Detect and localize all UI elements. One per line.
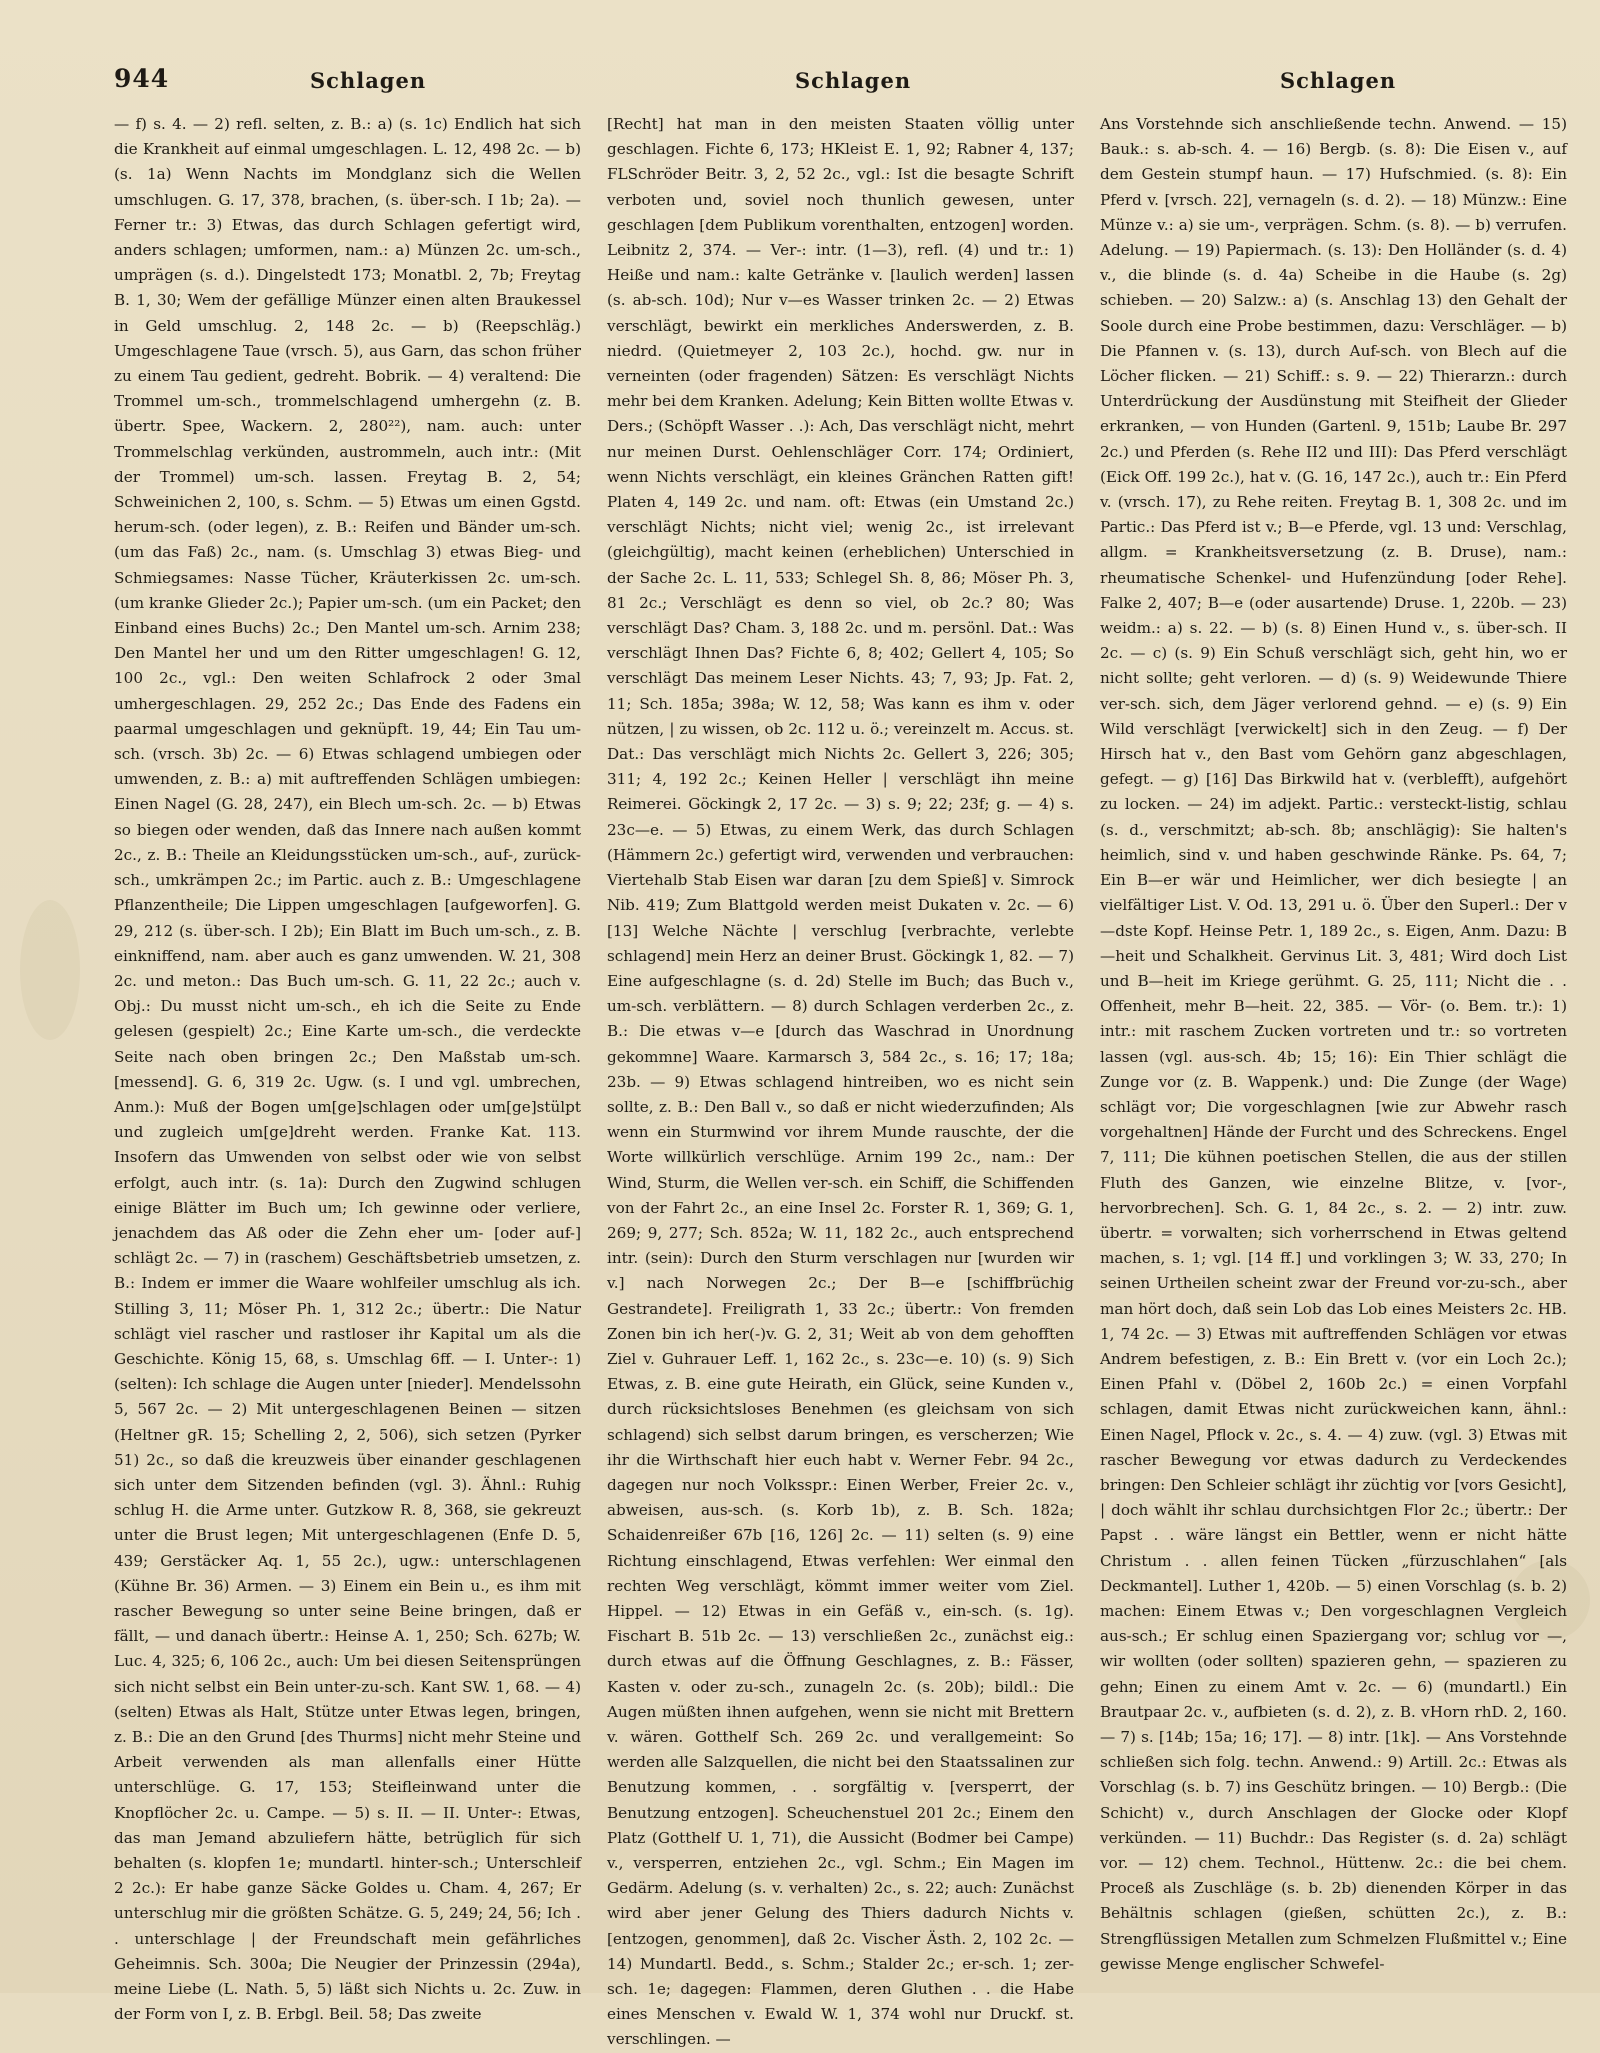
column-text: — f) s. 4. — 2) refl. selten, z. B.: a) (s. 1c) Endlich hat sich die Krankheit auf einmal umgeschlagen. L. 12, 498 2c. — b) (s. 1a) Wenn Nachts im Mondglanz sich die Wellen umschlugen. G. 17, 378, brachen, (s. über-sch. I 1b; 2a). — Ferner tr.: 3) Etwas, das durch Schlagen gefertigt wird, anders schlagen; umformen, nam.: a) Münzen 2c. um-sch., umprägen (s. d.). Dingelstedt 173; Monatbl. 2, 7b; Freytag B. 1, 30; Wem der gefällige Münzer einen alten Braukessel in Geld umschlug. 2, 148 2c. — b) (Reepschläg.) Umgeschlagene Taue (vrsch. 5), aus Garn, das schon früher zu einem Tau gedient, gedreht. Bobrik. — 4) veraltend: Die Trommel um-sch., trommelschlagend umhergehn (z. B. übertr. Spee, Wackern. 2, 280²²), nam. auch: unter Trommelschlag verkünden, austrommeln, auch intr.: (Mit der Trommel) um-sch. lassen. Freytag B. 2, 54; Schweinichen 2, 100, s. Schm. — 5) Etwas um einen Ggstd. herum-sch. (oder legen), z. B.: Reifen und Bänder um-sch. (um das Faß) 2c., nam. (s. Umschlag 3) etwas Bieg- und Schmiegsames: Nasse Tücher, Kräuterkissen 2c. um-sch. (um kranke Glieder 2c.); Papier um-sch. (um ein Packet; den Einband eines Buchs) 2c.; Den Mantel um-sch. Arnim 238; Den Mantel her und um den Ritter umgeschlagen! G. 12, 100 2c., vgl.: Den weiten Schlafrock 2 oder 3mal umhergeschlagen. 29, 252 2c.; Das Ende des Fadens ein paarmal umgeschlagen und geknüpft. 19, 44; Ein Tau um-sch. (vrsch. 3b) 2c. — 6) Etwas schlagend umbiegen oder umwenden, z. B.: a) mit auftreffenden Schlägen umbiegen: Einen Nagel (G. 28, 247), ein Blech um-sch. 2c. — b) Etwas so biegen oder wenden, daß das Innere nach außen kommt 2c., z. B.: Theile an Kleidungsstücken um-sch., auf-, zurück-sch., umkrämpen 2c.; im Partic. auch z. B.: Umgeschlagene Pflanzentheile; Die Lippen umgeschlagen [aufgeworfen]. G. 29, 212 (s. über-sch. I 2b); Ein Blatt im Buch um-sch., z. B. einkniffend, nam. aber auch es ganz umwenden. W. 21, 308 2c. und meton.: Das Buch um-sch. G. 11, 22 2c.; auch v. Obj.: Du musst nicht um-sch., eh ich die Seite zu Ende gelesen (gespielt) 2c.; Eine Karte um-sch., die verdeckte Seite nach oben bringen 2c.; Den Maßstab um-sch. [messend]. G. 6, 319 2c. Ugw. (s. I und vgl. umbrechen, Anm.): Muß der Bogen um[ge]schlagen oder um[ge]stülpt und zugleich um[ge]dreht werden. Franke Kat. 113. Insofern das Umwenden von selbst oder wie von selbst erfolgt, auch intr. (s. 1a): Durch den Zugwind schlugen einige Blätter im Buch um; Ich gewinne oder verliere, jenachdem das Aß oder die Zehn eher um- [oder auf-] schlägt 2c. — 7) in (raschem) Geschäftsbetrieb umsetzen, z. B.: Indem er immer die Waare wohlfeiler umschlug als ich. Stilling 3, 11; Möser Ph. 1, 312 2c.; übertr.: Die Natur schlägt viel rascher und rastloser ihr Kapital um als die Geschichte. König 15, 68, s. Umschlag 6ff. — I. Unter-: 1) (selten): Ich schlage die Augen unter [nieder]. Mendelssohn 5, 567 2c. — 2) Mit untergeschlagenen Beinen — sitzen (Heltner gR. 15; Schelling 2, 2, 506), sich setzen (Pyrker 51) 2c., so daß die kreuzweis über einander geschlagenen sich unter dem Sitzenden befinden (vgl. 3). Ähnl.: Ruhig schlug H. die Arme unter. Gutzkow R. 8, 368, sie gekreuzt unter die Brust legen; Mit untergeschlagenen (Enfe D. 5, 439; Gerstäcker Aq. 1, 55 2c.), ugw.: unterschlagenen (Kühne Br. 36) Armen. — 3) Einem ein Bein u., es ihm mit rascher Bewegung so unter seine Beine bringen, daß er fällt, — und danach übertr.: Heinse A. 1, 250; Sch. 627b; W. Luc. 4, 325; 6, 106 2c., auch: Um bei diesen Seitensprüngen sich nicht selbst ein Bein unter-zu-sch. Kant SW. 1, 68. — 4) (selten) Etwas als Halt, Stütze unter Etwas legen, bringen, z. B.: Die an den Grund [des Thurms] nicht mehr Steine und Arbeit verwenden als man allenfalls einer Hütte unterschlüge. G. 17, 153; Steifleinwand unter die Knopflöcher 2c. u. Campe. — 5) s. II. — II. Unter-: Etwas, das man Jemand abzuliefern hätte, betrüglich für sich behalten (s. klopfen 1e; mundartl. hinter-sch.; Unterschleif 2 2c.): Er habe ganze Säcke Goldes u. Cham. 4, 267; Er unterschlug mir die größten Schätze. G. 5, 249; 24, 56; Ich . . unterschlage | der Freundschaft mein gefährliches Geheimnis. Sch. 300a; Die Neugier der Prinzessin (294a), meine Liebe (L. Nath. 5, 5) läßt sich Nichts u. 2c. Zuw. in der Form von I, z. B. Erbgl. Beil. 58; Das zweite xyxy=(114,115,581,2024)
paper-stain xyxy=(20,900,80,1040)
column-right xyxy=(1100,112,1567,2053)
column-middle xyxy=(607,112,1074,2053)
page-header xyxy=(110,60,1590,100)
column-text: [Recht] hat man in den meisten Staaten völlig unter geschlagen. Fichte 6, 173; HKleist E. 1, 92; Rabner 4, 137; FLSchröder Beitr. 3, 2, 52 2c., vgl.: Ist die besagte Schrift verboten und, soviel noch thunlich gewesen, unter geschlagen [dem Publikum vorenthalten, entzogen] worden. Leibnitz 2, 374. — Ver-: intr. (1—3), refl. (4) und tr.: 1) Heiße und nam.: kalte Getränke v. [laulich werden] lassen (s. ab-sch. 10d); Nur v—es Wasser trinken 2c. — 2) Etwas verschlägt, bewirkt ein merkliches Anderswerden, z. B. niedrd. (Quietmeyer 2, 103 2c.), hochd. gw. nur in verneinten (oder fragenden) Sätzen: Es verschlägt Nichts mehr bei dem Kranken. Adelung; Kein Bitten wollte Etwas v. Ders.; (Schöpft Wasser . .): Ach, Das verschlägt nicht, mehrt nur meinen Durst. Oehlenschläger Corr. 174; Ordiniert, wenn Nichts verschlägt, ein kleines Gränchen Ratten gift! Platen 4, 149 2c. und nam. oft: Etwas (ein Umstand 2c.) verschlägt Nichts; nicht viel; wenig 2c., ist irrelevant (gleichgültig), macht keinen (erheblichen) Unterschied in der Sache 2c. L. 11, 533; Schlegel Sh. 8, 86; Möser Ph. 3, 81 2c.; Verschlägt es denn so viel, ob 2c.? 80; Was verschlägt Das? Cham. 3, 188 2c. und m. persönl. Dat.: Was verschlägt Ihnen Das? Fichte 6, 8; 402; Gellert 4, 105; So verschlägt Das meinem Leser Nichts. 43; 7, 93; Jp. Fat. 2, 11; Sch. 185a; 398a; W. 12, 58; Was kann es ihm v. oder nützen, | zu wissen, ob 2c. 112 u. ö.; vereinzelt m. Accus. st. Dat.: Das verschlägt mich Nichts 2c. Gellert 3, 226; 305; 311; 4, 192 2c.; Keinen Heller | verschlägt ihn meine Reimerei. Göckingk 2, 17 2c. — 3) s. 9; 22; 23f; g. — 4) s. 23c—e. — 5) Etwas, zu einem Werk, das durch Schlagen (Hämmern 2c.) gefertigt wird, verwenden und verbrauchen: Viertehalb Stab Eisen war daran [zu dem Spieß] v. Simrock Nib. 419; Zum Blattgold werden meist Dukaten v. 2c. — 6) [13] Welche Nächte | verschlug [verbrachte, verlebte schlagend] mein Herz an deiner Brust. Göckingk 1, 82. — 7) Eine aufgeschlagne (s. d. 2d) Stelle im Buch; das Buch v., um-sch. verblättern. — 8) durch Schlagen verderben 2c., z. B.: Die etwas v—e [durch das Waschrad in Unordnung gekommne] Waare. Karmarsch 3, 584 2c., s. 16; 17; 18a; 23b. — 9) Etwas schlagend hintreiben, wo es nicht sein sollte, z. B.: Den Ball v., so daß er nicht wiederzufinden; Als wenn ein Sturmwind vor ihrem Munde rauschte, der die Worte willkürlich verschlüge. Arnim 199 2c., nam.: Der Wind, Sturm, die Wellen ver-sch. ein Schiff, die Schiffenden von der Fahrt 2c., an eine Insel 2c. Forster R. 1, 369; G. 1, 269; 9, 277; Sch. 852a; W. 11, 182 2c., auch entsprechend intr. (sein): Durch den Sturm verschlagen nur [wurden wir v.] nach Norwegen 2c.; Der B—e [schiffbrüchig Gestrandete]. Freiligrath 1, 33 2c.; übertr.: Von fremden Zonen bin ich her(-)v. G. 2, 31; Weit ab von dem gehofften Ziel v. Guhrauer Leff. 1, 162 2c., s. 23c—e. 10) (s. 9) Sich Etwas, z. B. eine gute Heirath, ein Glück, seine Kunden v., durch rücksichtsloses Benehmen (es gleichsam von sich schlagend) sich selbst darum bringen, es verscherzen; Wie ihr die Wirthschaft hier euch habt v. Werner Febr. 94 2c., dagegen nur noch Volksspr.: Einen Werber, Freier 2c. v., abweisen, aus-sch. (s. Korb 1b), z. B. Sch. 182a; Schaidenreißer 67b [16, 126] 2c. — 11) selten (s. 9) eine Richtung einschlagend, Etwas verfehlen: Wer einmal den rechten Weg verschlägt, kömmt immer weiter vom Ziel. Hippel. — 12) Etwas in ein Gefäß v., ein-sch. (s. 1g). Fischart B. 51b 2c. — 13) verschließen 2c., zunächst eig.: durch etwas auf die Öffnung Geschlagnes, z. B.: Fässer, Kasten v. oder zu-sch., zunageln 2c. (s. 20b); bildl.: Die Augen müßten ihnen aufgehen, wenn sie nicht mit Brettern v. wären. Gotthelf Sch. 269 2c. und verallgemeint: So werden alle Salzquellen, die nicht bei den Staatssalinen zur Benutzung kommen, . . sorgfältig v. [versperrt, der Benutzung entzogen]. Scheuchenstuel 201 2c.; Einem den Platz (Gotthelf U. 1, 71), die Aussicht (Bodmer bei Campe) v., versperren, entziehen 2c., vgl. Schm.; Ein Magen im Gedärm. Adelung (s. v. verhalten) 2c., s. 22; auch: Zunächst wird aber jener Gelung des Thiers dadurch Nichts v. [entzogen, genommen], daß 2c. Vischer Ästh. 2, 102 2c. — 14) Mundartl. Bedd., s. Schm.; Stalder 2c.; er-sch. 1; zer-sch. 1e; dagegen: Flammen, deren Gluthen . . die Habe eines Menschen v. Ewald W. 1, 374 wohl nur Druckf. st. verschlingen. — xyxy=(607,115,1074,2049)
text-columns xyxy=(114,112,1592,2049)
running-headword-right: Schlagen xyxy=(1280,68,1397,93)
page-number: 944 xyxy=(114,64,170,93)
running-headword-center: Schlagen xyxy=(795,68,912,93)
column-left xyxy=(114,112,581,2053)
column-text: Ans Vorstehnde sich anschließende techn. Anwend. — 15) Bauk.: s. ab-sch. 4. — 16) Bergb. (s. 8): Die Eisen v., auf dem Gestein stumpf haun. — 17) Hufschmied. (s. 8): Ein Pferd v. [vrsch. 22], vernageln (s. d. 2). — 18) Münzw.: Eine Münze v.: a) sie um-, verprägen. Schm. (s. 8). — b) verrufen. Adelung. — 19) Papiermach. (s. 13): Den Holländer (s. d. 4) v., die blinde (s. d. 4a) Scheibe in die Haube (s. 2g) schieben. — 20) Salzw.: a) (s. Anschlag 13) den Gehalt der Soole durch eine Probe bestimmen, dazu: Verschläger. — b) Die Pfannen v. (s. 13), durch Auf-sch. von Blech auf die Löcher flicken. — 21) Schiff.: s. 9. — 22) Thierarzn.: durch Unterdrückung der Ausdünstung mit Steifheit der Glieder erkranken, — von Hunden (Gartenl. 9, 151b; Laube Br. 297 2c.) und Pferden (s. Rehe II2 und III): Das Pferd verschlägt (Eick Off. 199 2c.), hat v. (G. 16, 147 2c.), auch tr.: Ein Pferd v. (vrsch. 17), zu Rehe reiten. Freytag B. 1, 308 2c. und im Partic.: Das Pferd ist v.; B—e Pferde, vgl. 13 und: Verschlag, allgm. = Krankheitsversetzung (z. B. Druse), nam.: rheumatische Schenkel- und Hufenzündung [oder Rehe]. Falke 2, 407; B—e (oder ausartende) Druse. 1, 220b. — 23) weidm.: a) s. 22. — b) (s. 8) Einen Hund v., s. über-sch. II 2c. — c) (s. 9) Ein Schuß verschlägt sich, geht hin, wo er nicht sollte; geht verloren. — d) (s. 9) Weidewunde Thiere ver-sch. sich, dem Jäger verlorend gehnd. — e) (s. 9) Ein Wild verschlägt [verwickelt] sich in den Zeug. — f) Der Hirsch hat v., den Bast vom Gehörn ganz abgeschlagen, gefegt. — g) [16] Das Birkwild hat v. (verblefft), aufgehört zu locken. — 24) im adjekt. Partic.: versteckt-listig, schlau (s. d., verschmitzt; ab-sch. 8b; anschlägig): Sie halten's heimlich, sind v. und haben geschwinde Ränke. Ps. 64, 7; Ein B—er wär und Heimlicher, wer dich besiegte | an vielfältiger List. V. Od. 13, 291 u. ö. Über den Superl.: Der v—dste Kopf. Heinse Petr. 1, 189 2c., s. Eigen, Anm. Dazu: B—heit und Schalkheit. Gervinus Lit. 3, 481; Wird doch List und B—heit im Kriege gerühmt. G. 25, 111; Nicht die . . Offenheit, mehr B—heit. 22, 385. — Vör- (o. Bem. tr.): 1) intr.: mit raschem Zucken vortreten und tr.: so vortreten lassen (vgl. aus-sch. 4b; 15; 16): Ein Thier schlägt die Zunge vor (z. B. Wappenk.) und: Die Zunge (der Wage) schlägt vor; Die vorgeschlagnen [wie zur Abwehr rasch vorgehaltnen] Hände der Furcht und des Schreckens. Engel 7, 111; Die kühnen poetischen Stellen, die aus der stillen Fluth des Ganzen, wie einzelne Blitze, v. [vor-, hervorbrechen]. Sch. G. 1, 84 2c., s. 2. — 2) intr. zuw. übertr. = vorwalten; sich vorherrschend in Etwas geltend machen, s. 1; vgl. [14 ff.] und vorklingen 3; W. 33, 270; In seinen Urtheilen scheint zwar der Freund vor-zu-sch., aber man hört doch, daß sein Lob das Lob eines Meisters 2c. HB. 1, 74 2c. — 3) Etwas mit auftreffenden Schlägen vor etwas Andrem befestigen, z. B.: Ein Brett v. (vor ein Loch 2c.); Einen Pfahl v. (Döbel 2, 160b 2c.) = einen Vorpfahl schlagen, damit Etwas nicht zurückweichen kann, ähnl.: Einen Nagel, Pflock v. 2c., s. 4. — 4) zuw. (vgl. 3) Etwas mit rascher Bewegung vor etwas dadurch zu Verdeckendes bringen: Den Schleier schlägt ihr züchtig vor [vors Gesicht], | doch wählt ihr schlau durchsichtgen Flor 2c.; übertr.: Der Papst . . wäre längst ein Bettler, wenn er nicht hätte Christum . . allen feinen Tücken „fürzuschlahen“ [als Deckmantel]. Luther 1, 420b. — 5) einen Vorschlag (s. b. 2) machen: Einem Etwas v.; Den vorgeschlagnen Vergleich aus-sch.; Er schlug einen Spaziergang vor; schlug vor —, wir wollten (oder sollten) spazieren gehn, — spazieren zu gehn; Einen zu einem Amt v. 2c. — 6) (mundartl.) Ein Brautpaar 2c. v., aufbieten (s. d. 2), z. B. vHorn rhD. 2, 160. — 7) s. [14b; 15a; 16; 17]. — 8) intr. [1k]. — Ans Vorstehnde schließen sich folg. techn. Anwend.: 9) Artill. 2c.: Etwas als Vorschlag (s. b. 7) ins Geschütz bringen. — 10) Bergb.: (Die Schicht) v., durch Anschlagen der Glocke oder Klopf verkünden. — 11) Buchdr.: Das Register (s. d. 2a) schlägt vor. — 12) chem. Technol., Hüttenw. 2c.: die bei chem. Proceß als Zuschläge (s. b. 2b) dienenden Körper in das Behältnis schlagen (gießen, schütten 2c.), z. B.: Strengflüssigen Metallen zum Schmelzen Flußmittel v.; Eine gewisse Menge englischer Schwefel- xyxy=(1100,115,1567,1973)
running-headword-left: Schlagen xyxy=(310,68,427,93)
